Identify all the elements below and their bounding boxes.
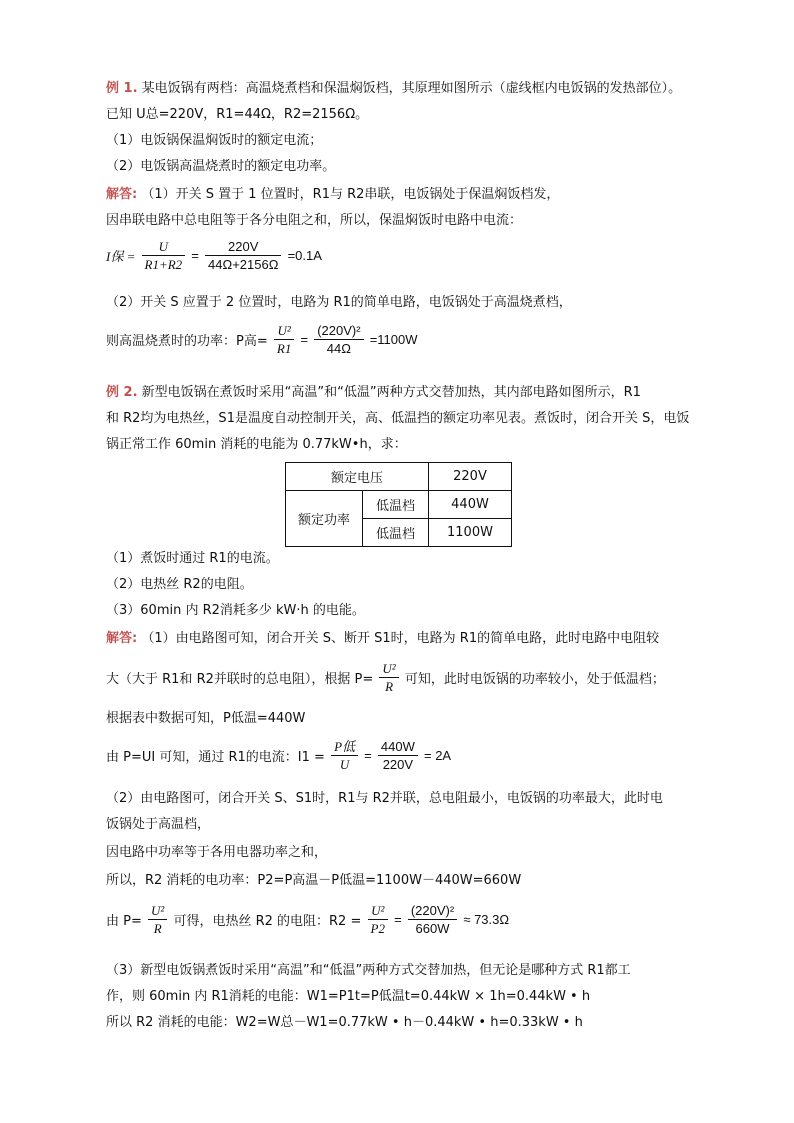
mode-cell: 低温档: [363, 519, 429, 547]
f4-num1: U²: [368, 902, 388, 920]
power-cell: 1100W: [429, 519, 512, 547]
f4-frac-symbolic: [368, 902, 388, 937]
ex2-a1-num: U²: [379, 660, 398, 678]
f4-den1: P2: [370, 921, 385, 936]
ex2-answer-2-line2: 饭锅处于高温档，: [106, 817, 211, 832]
f2-num2: (220V)²: [314, 322, 363, 340]
f4-result: ≈ 73.3Ω: [463, 912, 510, 927]
f1-num2: 220V: [205, 238, 281, 256]
f4-prefix-b: 可得，电热丝 R2 的电阻：R2 =: [173, 914, 362, 929]
f1-den2: 44Ω+2156Ω: [208, 257, 279, 272]
ex1-answer-1a: （1）开关 S 置于 1 位置时，R1与 R2串联，电饭锅处于保温焖饭档发，: [141, 187, 560, 202]
ex2-intro-line3: 锅正常工作 60min 消耗的电能为 0.77kW•h，求：: [106, 437, 407, 452]
mode-cell: 低温档: [363, 491, 429, 519]
ex2-answer-3-line1: （3）新型电饭锅煮饭时采用“高温”和“低温”两种方式交替加热，但无论是哪种方式 R1都工: [106, 963, 631, 978]
ex2-a1-frac: [379, 660, 398, 695]
ex2-a1-line2b: 可知，此时电饭锅的功率较小，处于低温档；: [404, 672, 665, 687]
ex1-intro-line1: [106, 80, 681, 98]
ex1-answer-line2: 因串联电路中总电阻等于各分电阻之和，所以，保温焖饭时电路中电流：: [106, 213, 523, 228]
f1-num1: U: [142, 238, 186, 256]
ex1-intro-line2: 已知 U总=220V，R1=44Ω，R2=2156Ω。: [106, 107, 369, 122]
table-row: [286, 463, 512, 491]
f4-num2: (220V)²: [408, 902, 457, 920]
ex2-question-1: （1）煮饭时通过 R1的电流。: [106, 551, 279, 566]
power-cell: 440W: [429, 491, 512, 519]
ex1-intro-a: 某电饭锅有两档：高温烧煮档和保温焖饭档，其原理如图所示（虚线框内电饭锅的发热部位）。: [141, 81, 682, 96]
ex2-question-3: （3）60min 内 R2消耗多少 kW·h 的电能。: [106, 603, 365, 618]
ex1-question-1: （1）电饭锅保温焖饭时的额定电流；: [106, 133, 323, 148]
ex2-answer-2-line1: （2）由电路图可，闭合开关 S、S1时，R1与 R2并联，总电阻最小，电饭锅的功率最大，此时电: [106, 791, 663, 806]
ex2-answer-1a: （1）由电路图可知，闭合开关 S、断开 S1时，电路为 R1的简单电路，此时电路中电阻较: [141, 631, 660, 646]
f2-frac-symbolic: [274, 322, 294, 357]
ex1-answer-line1: [106, 186, 559, 204]
ex1-answer-label: 解答:: [106, 187, 138, 202]
f2-result: =1100W: [369, 332, 418, 347]
ratings-table: [285, 462, 512, 547]
f4-num0: U²: [148, 902, 167, 920]
f4-prefix-a: 由 P=: [106, 914, 142, 929]
table-row: [286, 491, 512, 519]
ex2-answer-3-line2: 作，则 60min 内 R1消耗的电能：W1=P1t=P低温t=0.44kW × 1h=0.44kW • h: [106, 989, 591, 1004]
ex2-answer-2-line3: 因电路中功率等于各用电器功率之和，: [106, 845, 328, 860]
f1-frac-symbolic: [142, 238, 186, 273]
ex2-intro-a: 新型电饭锅在煮饭时采用“高温”和“低温”两种方式交替加热，其内部电路如图所示，R1: [141, 385, 641, 400]
f1-den1: R1+R2: [144, 257, 183, 272]
f3-prefix: 由 P=UI 可知，通过 R1的电流：I1 =: [106, 750, 325, 765]
rated-voltage-label: 额定电压: [286, 463, 429, 491]
ex2-formula-resistance: 由 P= $\frac{\text{U²}}{R}$ 可得，电热丝 R2 的电阻：R2 = $\frac{\text{U²}}{P2}$ = $\frac{\text{(220V)²}}{660W}$ ≈ 73.3Ω: [106, 903, 510, 936]
ex2-intro-line1: [106, 384, 641, 402]
ex1-answer-2-line1: （2）开关 S 应置于 2 位置时，电路为 R1的简单电路，电饭锅处于高温烧煮档，: [106, 295, 572, 310]
ex2-formula-current: 由 P=UI 可知，通过 R1的电流：I1 = $\frac{\text{P低}}{U}$ = $\frac{440W}{220V}$ = 2A: [106, 739, 452, 772]
f1-lhs: I保 =: [106, 249, 136, 264]
f3-result: = 2A: [424, 748, 452, 763]
f3-den1: U: [339, 757, 350, 772]
f3-num1: P低: [331, 738, 358, 756]
rated-voltage-value: 220V: [429, 463, 512, 491]
f2-prefix: 则高温烧煮时的功率：P高=: [106, 334, 268, 349]
f1-frac-numeric: [205, 238, 281, 273]
ex2-question-2: （2）电热丝 R2的电阻。: [106, 577, 253, 592]
f2-num1: U²: [274, 322, 294, 340]
ex2-a1-den: R: [385, 679, 394, 694]
ex2-label: 例 2.: [106, 385, 138, 400]
f4-den2: 660W: [415, 921, 450, 936]
f2-den2: 44Ω: [326, 341, 351, 356]
f4-frac-numeric: [408, 902, 457, 937]
ex2-a1-line2a: 大（大于 R1和 R2并联时的总电阻），根据 P=: [106, 672, 374, 687]
ex2-intro-line2: 和 R2均为电热丝，S1是温度自动控制开关，高、低温挡的额定功率见表。煮饭时，闭合开关 S，电饭: [106, 411, 690, 426]
ex2-answer-label: 解答:: [106, 631, 138, 646]
f2-den1: R1: [276, 341, 292, 356]
ex2-answer-3-line3: 所以 R2 消耗的电能：W2=W总－W1=0.77kW • h－0.44kW • h=0.33kW • h: [106, 1015, 583, 1030]
f4-den0: R: [153, 921, 162, 936]
f3-frac-symbolic: [331, 738, 358, 773]
ex1-question-2: （2）电饭锅高温烧煮时的额定电功率。: [106, 159, 336, 174]
rated-power-label: 额定功率: [286, 491, 363, 547]
ex1-formula-power: 则高温烧煮时的功率：P高= $\frac{\text{U²}}{R1}$ = $\frac{\text{(220V)²}}{44\Omega}$ =1100W: [106, 323, 418, 356]
ex1-formula-current: I保 = $\frac{U}{R1+R2}$ = $\frac{220V}{44\Omega+2156\Omega}$ =0.1A: [106, 239, 322, 272]
ex2-answer-line2: [106, 660, 665, 695]
ex2-answer-2-line4: 所以，R2 消耗的电功率：P2=P高温－P低温=1100W－440W=660W: [106, 873, 522, 888]
f3-frac-numeric: [378, 738, 418, 773]
ex1-label: 例 1.: [106, 81, 138, 96]
f3-den2: 220V: [382, 757, 414, 772]
f4-frac-0: [148, 902, 167, 937]
ex2-answer-line3: 根据表中数据可知，P低温=440W: [106, 711, 306, 726]
f1-result: =0.1A: [287, 248, 322, 263]
ex2-answer-line1: [106, 630, 659, 648]
f2-frac-numeric: [314, 322, 363, 357]
f3-num2: 440W: [378, 738, 418, 756]
